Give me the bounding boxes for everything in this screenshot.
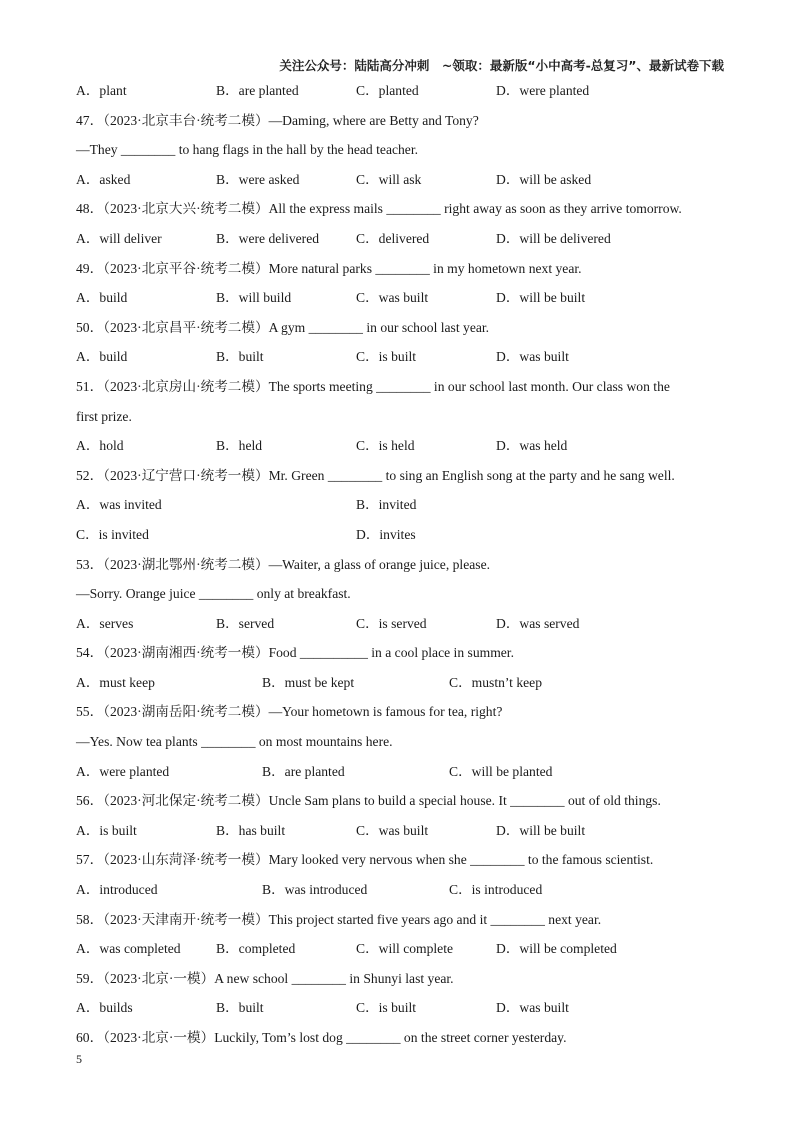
- question-line: 60．（2023·北京·一模）Luckily, Tom’s lost dog ________ on the street corner yesterday.: [76, 1030, 567, 1045]
- answer-option: A．were planted: [76, 763, 170, 779]
- answer-option: D．will be completed: [496, 941, 617, 957]
- question-line: —Sorry. Orange juice ________ only at breakfast.: [76, 586, 351, 602]
- question-line: —Yes. Now tea plants ________ on most mountains here.: [76, 734, 393, 750]
- question-list: [76, 76, 728, 1053]
- question-line: —They ________ to hang flags in the hall by the head teacher.: [76, 142, 419, 158]
- answer-option: A．builds: [76, 1000, 133, 1016]
- answer-option: C．was built: [356, 822, 429, 838]
- answer-option: B．are planted: [216, 83, 299, 98]
- question-line: 56．（2023·河北保定·统考二模）Uncle Sam plans to build a special house. It ________ out of old things.: [76, 793, 661, 809]
- question-line: first prize.: [76, 408, 132, 424]
- question-line: 57．（2023·山东菏泽·统考一模）Mary looked very nervous when she ________ to the famous scientist.: [76, 852, 654, 868]
- answer-options-row: [76, 224, 728, 254]
- answer-option: B．has built: [216, 822, 286, 838]
- question-line: 58．（2023·天津南开·统考一模）This project started five years ago and it ________ next year.: [76, 911, 602, 927]
- answer-option: C．is invited: [76, 526, 149, 542]
- answer-option: A．asked: [76, 171, 131, 187]
- answer-option: C．is built: [356, 1000, 417, 1016]
- answer-option: C．planted: [356, 83, 419, 98]
- answer-option: D．will be asked: [496, 171, 592, 187]
- answer-option: B．built: [216, 349, 264, 365]
- answer-option: B．held: [216, 438, 263, 454]
- question-line: 49．（2023·北京平谷·统考二模）More natural parks ________ in my hometown next year.: [76, 260, 582, 276]
- answer-option: D．will be built: [496, 822, 586, 838]
- answer-option: C．will ask: [356, 171, 422, 187]
- answer-option: A．is built: [76, 822, 137, 838]
- answer-options-row: [76, 934, 728, 964]
- answer-options-row: [76, 993, 728, 1023]
- answer-option: C．is served: [356, 615, 427, 631]
- answer-option: A．serves: [76, 615, 134, 631]
- answer-option: B．invited: [356, 497, 417, 513]
- answer-option: A．plant: [76, 83, 127, 98]
- answer-option: C．is introduced: [449, 882, 543, 898]
- answer-options-row: [76, 520, 728, 550]
- answer-options-row: [76, 431, 728, 461]
- question-line: 59．（2023·北京·一模）A new school ________ in Shunyi last year.: [76, 970, 454, 986]
- question-line: 53．（2023·湖北鄂州·统考二模）—Waiter, a glass of orange juice, please.: [76, 556, 491, 572]
- answer-option: B．served: [216, 615, 275, 631]
- answer-option: D．will be delivered: [496, 230, 611, 246]
- answer-option: D．invites: [356, 526, 416, 542]
- page-number: 5: [76, 1052, 82, 1066]
- question-line: 52．（2023·辽宁营口·统考一模）Mr. Green ________ to sing an English song at the party and he sang well.: [76, 467, 675, 483]
- answer-option: D．was built: [496, 349, 569, 365]
- answer-option: B．will build: [216, 290, 292, 306]
- answer-option: C．will complete: [356, 941, 454, 957]
- answer-options-row: [76, 816, 728, 846]
- page-header-banner: 关注公众号：陆陆高分冲刺 ~领取：最新版“小中高考-总复习”、最新试卷下载: [279, 58, 724, 73]
- question-line: 54．（2023·湖南湘西·统考一模）Food __________ in a cool place in summer.: [76, 645, 514, 661]
- answer-option: B．were delivered: [216, 230, 320, 246]
- answer-option: D．will be built: [496, 290, 586, 306]
- question-line: 51．（2023·北京房山·统考二模）The sports meeting ________ in our school last month. Our class won the: [76, 378, 670, 394]
- answer-option: C．is held: [356, 438, 415, 454]
- answer-option: A．introduced: [76, 882, 158, 898]
- question-line: 48．（2023·北京大兴·统考二模）All the express mails ________ right away as soon as they arrive tomorrow.: [76, 201, 682, 217]
- answer-option: A．must keep: [76, 674, 155, 690]
- answer-option: D．was built: [496, 1000, 569, 1016]
- answer-option: A．was invited: [76, 497, 162, 513]
- answer-option: B．was introduced: [262, 882, 368, 898]
- answer-options-row: [76, 165, 728, 195]
- answer-option: B．built: [216, 1000, 264, 1016]
- answer-option: B．must be kept: [262, 674, 355, 690]
- answer-option: A．was completed: [76, 941, 181, 957]
- answer-option: A．build: [76, 290, 128, 306]
- answer-options-row: [76, 490, 728, 520]
- answer-option: B．completed: [216, 941, 296, 957]
- question-line: 55．（2023·湖南岳阳·统考二模）—Your hometown is famous for tea, right?: [76, 704, 503, 720]
- answer-option: B．were asked: [216, 171, 300, 187]
- answer-option: C．is built: [356, 349, 417, 365]
- answer-option: C．delivered: [356, 230, 430, 246]
- answer-option: C．was built: [356, 290, 429, 306]
- answer-options-row: [76, 875, 728, 905]
- answer-option: C．mustn’t keep: [449, 674, 543, 690]
- answer-options-row: [76, 609, 728, 639]
- answer-option: D．was served: [496, 615, 580, 631]
- question-line: 47．（2023·北京丰台·统考二模）—Daming, where are Betty and Tony?: [76, 112, 479, 128]
- answer-options-row: [76, 757, 728, 787]
- answer-option: A．hold: [76, 438, 124, 454]
- answer-options-row: [76, 283, 728, 313]
- answer-option: A．build: [76, 349, 128, 365]
- answer-option: A．will deliver: [76, 230, 162, 246]
- answer-option: B．are planted: [262, 763, 345, 779]
- answer-options-row: [76, 76, 728, 106]
- question-line: 50．（2023·北京昌平·统考二模）A gym ________ in our school last year.: [76, 319, 490, 335]
- answer-options-row: [76, 342, 728, 372]
- answer-option: D．was held: [496, 438, 568, 454]
- answer-option: D．were planted: [496, 83, 590, 98]
- answer-option: C．will be planted: [449, 763, 553, 779]
- answer-options-row: [76, 668, 728, 698]
